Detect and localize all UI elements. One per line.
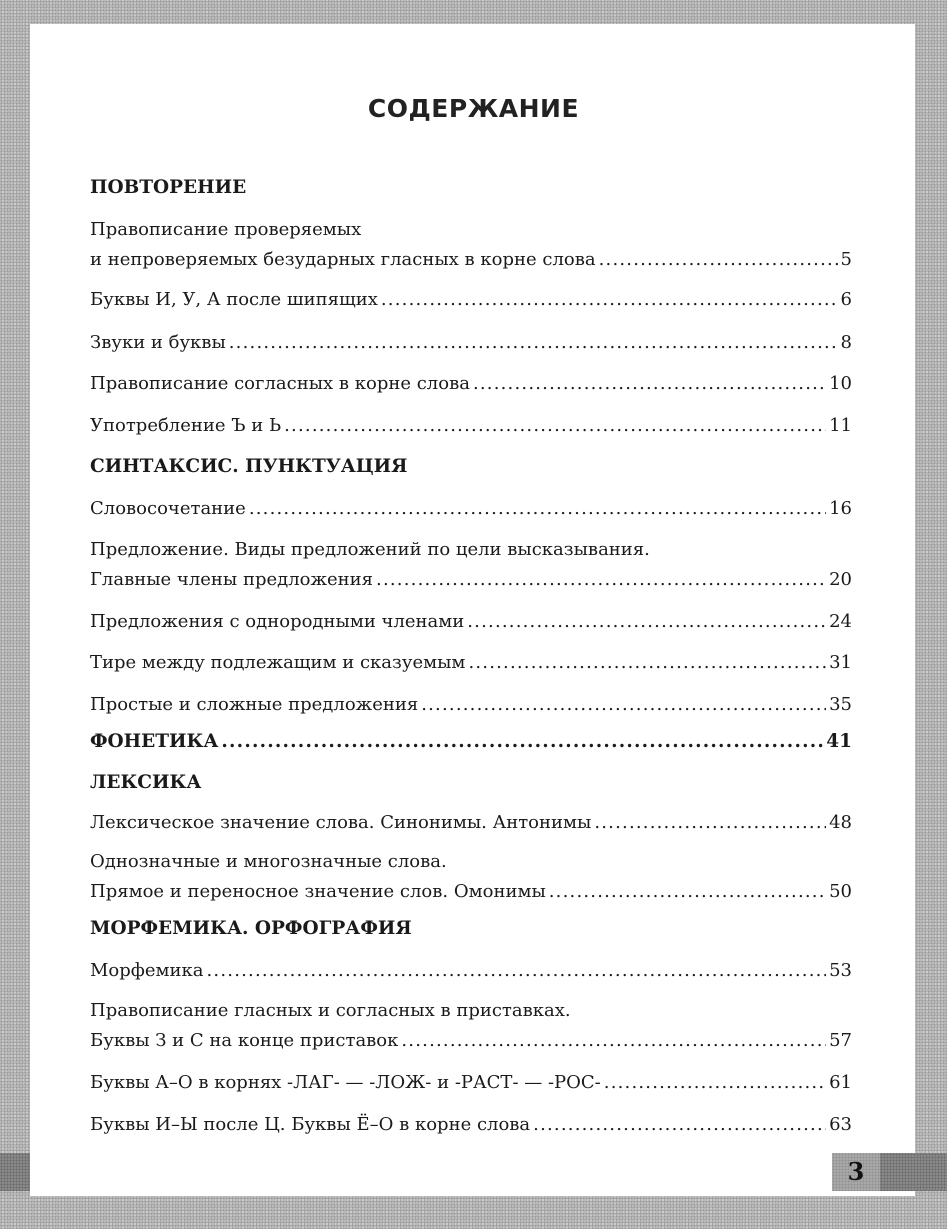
dot-leader	[249, 497, 826, 521]
toc-entry-title: Буквы З и С на конце приставок	[90, 1030, 399, 1051]
toc-entry	[90, 331, 852, 355]
toc-entry	[90, 880, 852, 904]
toc-entry-title: Предложение. Виды предложений по цели высказывания.	[90, 539, 650, 560]
left-edge-bar	[0, 1153, 30, 1191]
toc-entry-title: Правописание проверяемых	[90, 219, 362, 240]
toc-entry	[90, 651, 852, 675]
toc-entry-title: Буквы А–О в корнях -ЛАГ- — -ЛОЖ- и -РАСТ- — -РОС-	[90, 1072, 601, 1093]
toc-entry-title: Тире между подлежащим и сказуемым	[90, 652, 466, 673]
dot-leader	[381, 288, 838, 312]
dot-leader	[473, 372, 826, 396]
dot-leader	[421, 693, 826, 717]
toc-entry	[90, 1113, 852, 1137]
toc-page-number: 35	[829, 694, 852, 715]
toc-entry-title: ФОНЕТИКА	[90, 731, 219, 752]
toc-page-number: 6	[840, 289, 852, 310]
toc-page-number: 8	[840, 332, 852, 353]
toc-entry-title: МОРФЕМИКА. ОРФОГРАФИЯ	[90, 918, 412, 939]
toc-page-number: 53	[829, 960, 852, 981]
toc-entry	[90, 218, 852, 242]
toc-entry	[90, 538, 852, 562]
toc-entry	[90, 1071, 852, 1095]
toc-section-heading	[90, 917, 852, 941]
toc-entry	[90, 610, 852, 634]
dot-leader	[533, 1113, 826, 1137]
toc-entry	[90, 811, 852, 835]
toc-entry-title: и непроверяемых безударных гласных в корне слова	[90, 249, 596, 270]
toc-page-number: 50	[829, 881, 852, 902]
toc-entry	[90, 248, 852, 272]
dot-leader	[604, 1071, 826, 1095]
dot-leader	[594, 811, 826, 835]
toc-entry-title: Буквы И–Ы после Ц. Буквы Ё–О в корне слова	[90, 1114, 531, 1135]
toc-page-number: 20	[829, 569, 852, 590]
dot-leader	[599, 248, 838, 272]
toc-page-number: 31	[829, 652, 852, 673]
toc-entry	[90, 693, 852, 717]
toc-entry	[90, 850, 852, 874]
toc-section-heading	[90, 730, 852, 754]
toc-section-heading	[90, 455, 852, 479]
toc-page-number: 57	[829, 1030, 852, 1051]
toc-section-heading	[90, 176, 852, 200]
dot-leader	[401, 1029, 826, 1053]
toc-entry-title: Буквы И, У, А после шипящих	[90, 289, 378, 310]
right-edge-bar	[880, 1153, 947, 1191]
toc-entry	[90, 568, 852, 592]
toc-entry-title: Правописание согласных в корне слова	[90, 373, 470, 394]
toc-entry-title: Лексическое значение слова. Синонимы. Антонимы	[90, 812, 592, 833]
toc-page-number: 11	[829, 415, 852, 436]
toc-entry	[90, 414, 852, 438]
dot-leader	[376, 568, 826, 592]
toc-entry-title: Звуки и буквы	[90, 332, 226, 353]
toc-entry-title: ПОВТОРЕНИЕ	[90, 177, 247, 198]
dot-leader	[284, 414, 826, 438]
toc-page-number: 48	[829, 812, 852, 833]
toc-entry-title: Главные члены предложения	[90, 569, 374, 590]
toc-entry	[90, 1029, 852, 1053]
toc-page-number: 24	[829, 611, 852, 632]
toc-entry-title: Однозначные и многозначные слова.	[90, 851, 447, 872]
toc-entry	[90, 959, 852, 983]
toc-entry-title: Правописание гласных и согласных в приставках.	[90, 1000, 571, 1021]
toc-page-number: 61	[829, 1072, 852, 1093]
toc-entry-title: Употребление Ъ и Ь	[90, 415, 282, 436]
toc-entry-title: СИНТАКСИС. ПУНКТУАЦИЯ	[90, 456, 408, 477]
toc-page-number: 16	[829, 498, 852, 519]
toc-page-number: 5	[840, 249, 852, 270]
toc-entry-title: Предложения с однородными членами	[90, 611, 465, 632]
toc-entry	[90, 288, 852, 312]
dot-leader	[467, 610, 826, 634]
toc-page-number: 41	[826, 731, 852, 752]
toc-entry	[90, 497, 852, 521]
toc-entry-title: ЛЕКСИКА	[90, 772, 202, 793]
toc-entry	[90, 999, 852, 1023]
toc-entry-title: Простые и сложные предложения	[90, 694, 419, 715]
page-number: 3	[832, 1153, 880, 1191]
toc-entry-title: Морфемика	[90, 960, 204, 981]
toc-page-number: 63	[829, 1114, 852, 1135]
dot-leader	[207, 959, 827, 983]
dot-leader	[229, 331, 838, 355]
toc-section-heading	[90, 771, 852, 795]
toc-entry	[90, 372, 852, 396]
toc-entry-title: Словосочетание	[90, 498, 246, 519]
page-title: СОДЕРЖАНИЕ	[367, 94, 580, 123]
dot-leader	[468, 651, 826, 675]
toc-entry-title: Прямое и переносное значение слов. Омонимы	[90, 881, 546, 902]
toc-page-number: 10	[829, 373, 852, 394]
dot-leader	[549, 880, 826, 904]
dot-leader	[221, 730, 823, 754]
